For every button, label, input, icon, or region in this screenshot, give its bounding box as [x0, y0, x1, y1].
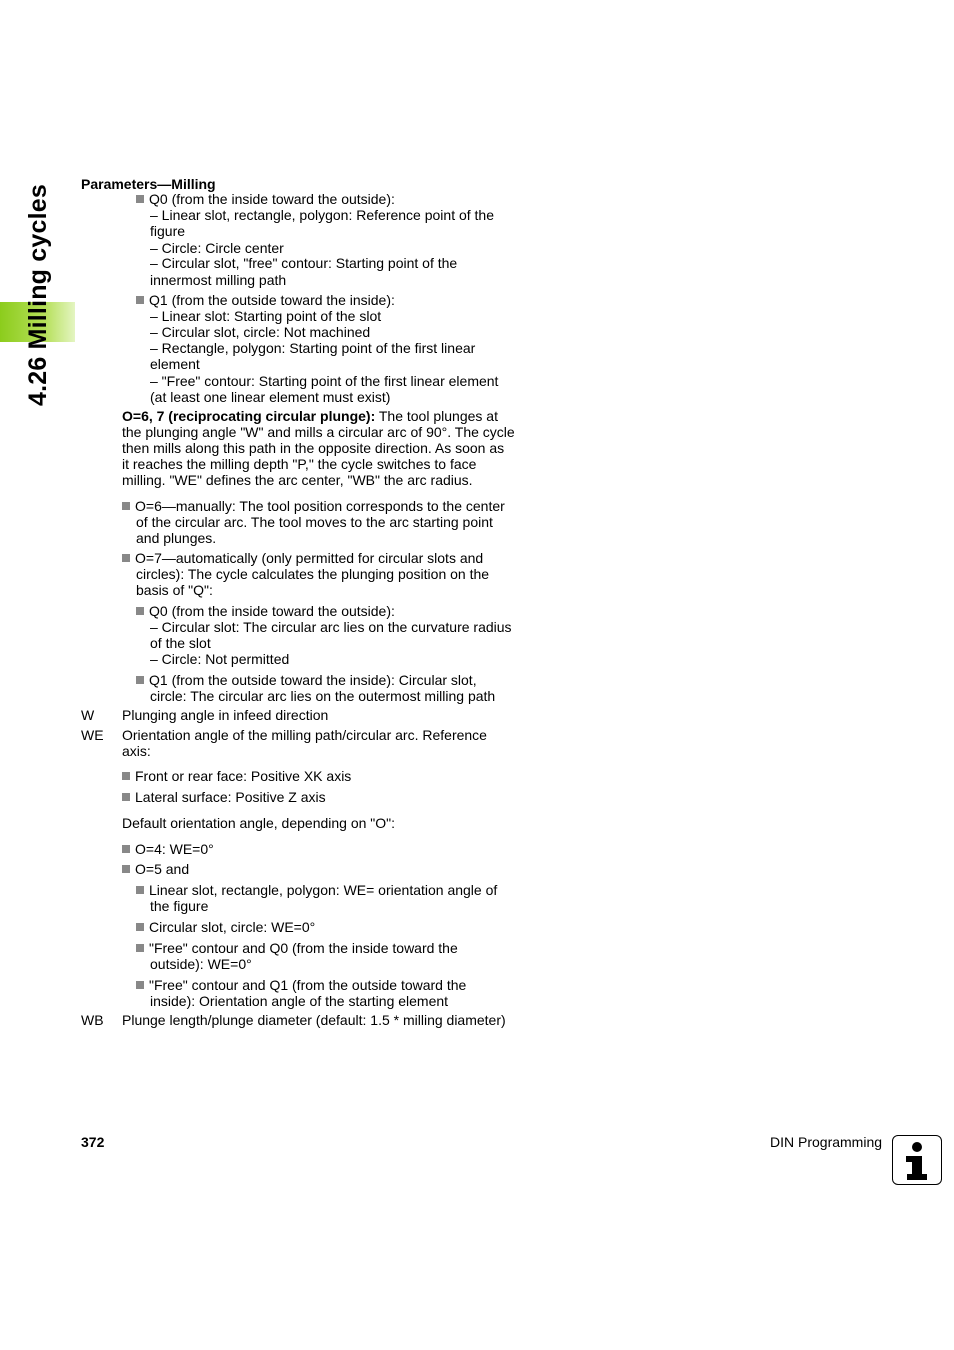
line-text: "Free" contour and Q0 (from the inside toward the — [149, 940, 458, 956]
line-text: then mills along this path in the opposite direction. As soon as — [122, 440, 505, 456]
text-line — [150, 207, 494, 223]
text-line — [122, 727, 487, 743]
bullet-square-icon — [136, 607, 144, 615]
text-line — [81, 1012, 104, 1028]
bullet-item — [122, 861, 189, 877]
line-text: and plunges. — [136, 530, 217, 546]
line-text: inside): Orientation angle of the starting element — [150, 993, 449, 1009]
text-line — [122, 424, 515, 440]
line-text: Plunging angle in infeed direction — [122, 707, 329, 723]
bullet-item — [136, 919, 315, 935]
bullet-item — [122, 841, 214, 857]
text-line — [150, 223, 185, 239]
text-line — [150, 635, 211, 651]
line-text: Front or rear face: Positive XK axis — [135, 768, 352, 784]
line-text: Q1 (from the outside toward the inside): — [149, 292, 395, 308]
line-text: milling. "WE" defines the arc center, "WB" the arc radius. — [122, 472, 473, 488]
line-text: WB — [81, 1012, 104, 1028]
text-line — [150, 340, 475, 356]
bullet-square-icon — [122, 845, 130, 853]
text-line — [122, 815, 395, 831]
text-line — [122, 456, 476, 472]
text-line — [150, 956, 252, 972]
line-text: the plunging angle "W" and mills a circular arc of 90°. The cycle — [122, 424, 515, 440]
line-text: of the circular arc. The tool moves to the arc starting point — [136, 514, 493, 530]
line-text: – Circular slot: The circular arc lies on the curvature radius — [150, 619, 512, 635]
line-text: – Circular slot, circle: Not machined — [150, 324, 371, 340]
bullet-item — [136, 882, 497, 898]
text-line — [150, 255, 457, 271]
line-text: – Circular slot, "free" contour: Starting point of the — [150, 255, 458, 271]
text-line — [122, 743, 151, 759]
text-line — [150, 240, 284, 256]
line-text: – Circle: Not permitted — [150, 651, 290, 667]
bullet-item — [122, 768, 351, 784]
line-text: O=5 and — [135, 861, 190, 877]
line-text: element — [150, 356, 200, 372]
line-text: – Rectangle, polygon: Starting point of the first linear — [150, 340, 476, 356]
bullet-square-icon — [122, 793, 130, 801]
bullet-item — [136, 672, 477, 688]
text-line — [122, 707, 328, 723]
text-line — [150, 898, 208, 914]
o67-paragraph-first-line — [122, 408, 498, 424]
text-line — [150, 688, 495, 704]
line-text: basis of "Q": — [136, 582, 213, 598]
text-line — [136, 582, 213, 598]
line-text: (at least one linear element must exist) — [150, 389, 391, 405]
line-text: O=6—manually: The tool position corresponds to the center — [135, 498, 505, 514]
info-icon — [892, 1135, 942, 1185]
bullet-square-icon — [136, 944, 144, 952]
bullet-item — [136, 191, 395, 207]
line-text: Linear slot, rectangle, polygon: WE= orientation angle of — [149, 882, 498, 898]
bullet-square-icon — [136, 886, 144, 894]
text-line — [136, 530, 216, 546]
line-text: – Circle: Circle center — [150, 240, 284, 256]
text-line — [150, 651, 289, 667]
bullet-item — [122, 789, 326, 805]
line-text: Lateral surface: Positive Z axis — [135, 789, 326, 805]
line-text: it reaches the milling depth "P," the cycle switches to face — [122, 456, 477, 472]
line-text: W — [81, 707, 95, 723]
bullet-square-icon — [122, 554, 130, 562]
page-number: 372 — [81, 1134, 105, 1150]
line-text: Q0 (from the inside toward the outside): — [149, 603, 395, 619]
text-line — [150, 308, 381, 324]
o67-label: O=6, 7 (reciprocating circular plunge): — [122, 408, 376, 424]
text-line — [136, 514, 493, 530]
line-text: innermost milling path — [150, 272, 287, 288]
line-text: WE — [81, 727, 104, 743]
bullet-item — [122, 550, 483, 566]
text-line — [150, 324, 370, 340]
text-line — [150, 272, 286, 288]
bullet-square-icon — [136, 981, 144, 989]
bullet-item — [136, 940, 458, 956]
line-text: O=7—automatically (only permitted for circular slots and — [135, 550, 484, 566]
line-text: Q1 (from the outside toward the inside): Circular slot, — [149, 672, 477, 688]
line-text: circle: The circular arc lies on the outermost milling path — [150, 688, 496, 704]
line-text: outside): WE=0° — [150, 956, 252, 972]
line-text: circles): The cycle calculates the plunging position on the — [136, 566, 490, 582]
text-line — [122, 472, 473, 488]
text-line — [150, 373, 498, 389]
line-text: axis: — [122, 743, 151, 759]
line-text: the figure — [150, 898, 209, 914]
text-line — [150, 993, 448, 1009]
text-line — [136, 566, 489, 582]
text-line — [81, 727, 104, 743]
line-text: figure — [150, 223, 186, 239]
bullet-square-icon — [136, 195, 144, 203]
bullet-item — [122, 498, 505, 514]
line-text: Plunge length/plunge diameter (default: 1.5 * milling diameter) — [122, 1012, 506, 1028]
footer-title: DIN Programming — [770, 1134, 883, 1150]
o67-text: The tool plunges at — [375, 408, 498, 424]
line-text: Circular slot, circle: WE=0° — [149, 919, 316, 935]
bullet-square-icon — [122, 502, 130, 510]
line-text: Orientation angle of the milling path/circular arc. Reference — [122, 727, 487, 743]
chapter-title: 4.26 Milling cycles — [24, 184, 52, 406]
text-line — [122, 440, 504, 456]
line-text: – Linear slot, rectangle, polygon: Reference point of the — [150, 207, 494, 223]
line-text: "Free" contour and Q1 (from the outside toward the — [149, 977, 467, 993]
text-line — [150, 389, 390, 405]
line-text: – Linear slot: Starting point of the slot — [150, 308, 382, 324]
bullet-item — [136, 292, 395, 308]
bullet-square-icon — [122, 865, 130, 873]
bullet-square-icon — [136, 676, 144, 684]
text-line — [150, 356, 200, 372]
line-text: Default orientation angle, depending on "O": — [122, 815, 396, 831]
bullet-square-icon — [136, 296, 144, 304]
section-heading: Parameters—Milling — [81, 176, 216, 192]
bullet-square-icon — [122, 772, 130, 780]
line-text: Q0 (from the inside toward the outside): — [149, 191, 395, 207]
text-line — [122, 1012, 506, 1028]
line-text: O=4: WE=0° — [135, 841, 214, 857]
info-glyph-icon — [893, 1136, 941, 1184]
bullet-item — [136, 603, 395, 619]
line-text: – "Free" contour: Starting point of the first linear element — [150, 373, 499, 389]
text-line — [150, 619, 512, 635]
bullet-item — [136, 977, 466, 993]
text-line — [81, 707, 94, 723]
bullet-square-icon — [136, 923, 144, 931]
line-text: of the slot — [150, 635, 211, 651]
